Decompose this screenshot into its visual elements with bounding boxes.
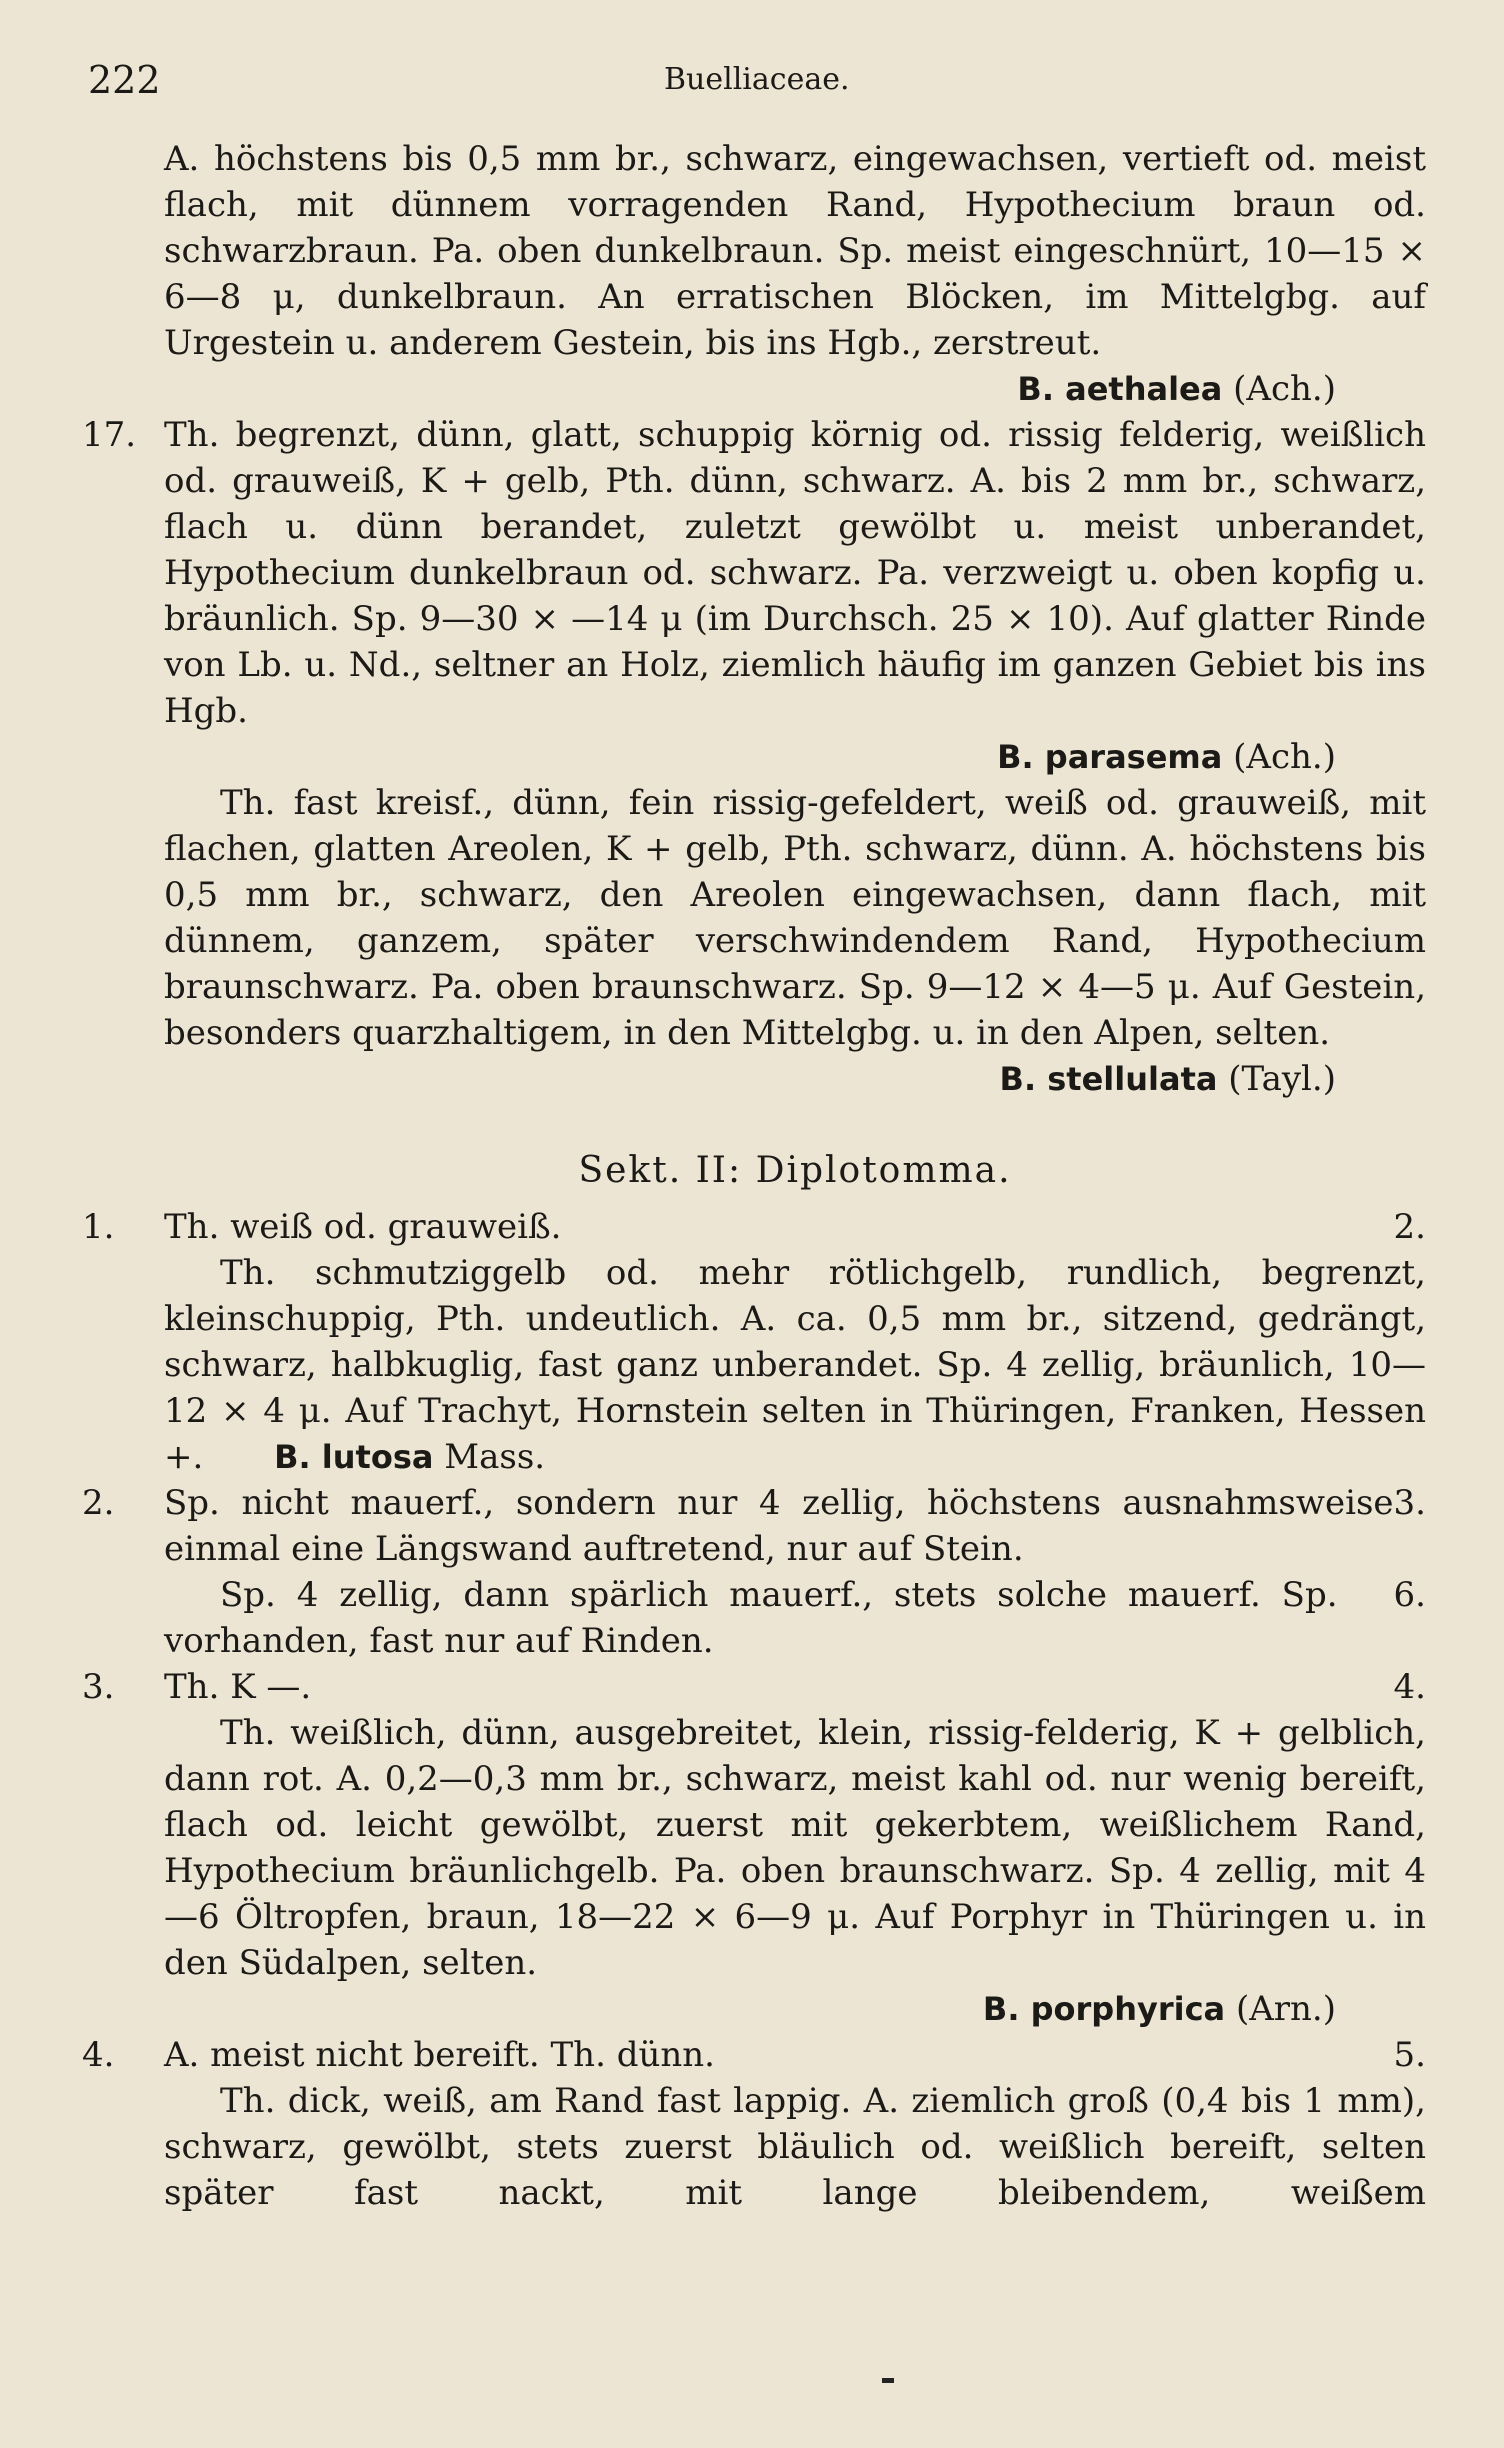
description-text [164,412,1426,734]
key-alternative [164,136,1426,366]
key-alternative [164,1250,1426,1480]
description-text [164,1250,1426,1480]
species-name-line [164,366,1426,412]
couplet-reference: 2. [1393,1207,1426,1247]
couplet-number: 4. [82,2035,115,2075]
description-text [164,780,1426,1056]
couplet-reference: 6. [1393,1575,1426,1615]
key-couplet [82,1480,1426,1572]
key-alternative [164,1710,1426,1986]
couplet-number: 3. [82,1667,115,1707]
species-name: B. stellulata [999,1060,1218,1098]
key-couplet [82,412,1426,734]
couplet-number: 1. [82,1207,115,1247]
description-text [164,1480,1426,1572]
couplet-reference: 4. [1393,1667,1426,1707]
description-text [164,1664,1426,1710]
species-name: B. porphyrica [982,1990,1226,2028]
key-alternative [164,1572,1426,1664]
key-couplet [82,1664,1426,1710]
key-alternative [164,2078,1426,2216]
page-body [82,136,1426,2216]
page-number: 222 [88,58,161,102]
species-author: (Arn.) [1235,1989,1336,2029]
description-text [164,1204,1426,1250]
couplet-reference: 5. [1393,2035,1426,2075]
species-name-line [164,734,1426,780]
text: Th. begrenzt, dünn, glatt, schuppig körnig od. rissig felderig, weißlich od. grauweiß, K + gelb, Pth. dünn, schwarz. A. bis 2 mm br., schwarz, flach u. dünn berandet, zuletzt gewölbt u. meist unberandet, Hypothecium dunkelbraun od. schwarz. Pa. verzweigt u. oben kopfig u. bräunlich. Sp. 9—30 × —14 μ (im Durchsch. 25 × 10). Auf glatter Rinde von Lb. u. Nd., seltner an Holz, ziemlich häufig im ganzen Gebiet bis ins Hgb. [164,415,1426,731]
section-heading: Sekt. II: Diplotomma. [578,1150,1012,1191]
description-text [164,136,1426,366]
couplet-reference: 3. [1393,1483,1426,1523]
text: Th. schmutziggelb od. mehr rötlichgelb, rundlich, begrenzt, kleinschuppig, Pth. undeutlich. A. ca. 0,5 mm br., sitzend, gedrängt, schwarz, halbkuglig, fast ganz unberandet. Sp. 4 zellig, bräunlich, 10—12 × 4 μ. Auf Trachyt, Hornstein selten in Thüringen, Franken, Hessen +. [164,1253,1426,1477]
description-text [164,1572,1426,1664]
page-header [0,58,1504,108]
ink-mark [882,2378,894,2383]
species-author: (Ach.) [1233,369,1336,409]
text: A. meist nicht bereift. Th. dünn. [164,2035,715,2075]
text: Th. K —. [164,1667,312,1707]
species-name: B. parasema [997,738,1223,776]
species-author: (Ach.) [1233,737,1336,777]
key-couplet [82,2032,1426,2078]
text: Th. fast kreisf., dünn, fein rissig-gefeldert, weiß od. grauweiß, mit flachen, glatten Areolen, K + gelb, Pth. schwarz, dünn. A. höchstens bis 0,5 mm br., schwarz, den Areolen eingewachsen, dann flach, mit dünnem, ganzem, später verschwindendem Rand, Hypothecium braunschwarz. Pa. oben braunschwarz. Sp. 9—12 × 4—5 μ. Auf Gestein, besonders quarzhaltigem, in den Mittelgbg. u. in den Alpen, selten. [164,783,1426,1053]
couplet-number: 2. [82,1483,115,1523]
key-alternative [164,780,1426,1056]
text: A. höchstens bis 0,5 mm br., schwarz, eingewachsen, vertieft od. meist flach, mit dünnem vorragenden Rand, Hypothecium braun od. schwarzbraun. Pa. oben dunkelbraun. Sp. meist eingeschnürt, 10—15 × 6—8 μ, dunkelbraun. An erratischen Blöcken, im Mittelgbg. auf Urgestein u. anderem Gestein, bis ins Hgb., zerstreut. [164,139,1426,363]
text: Th. weiß od. grauweiß. [164,1207,562,1247]
text: Sp. 4 zellig, dann spärlich mauerf., stets solche mauerf. Sp. vorhanden, fast nur auf Rinden. [164,1575,1338,1661]
description-text [164,2078,1426,2216]
species-name: B. lutosa [274,1438,434,1476]
key-couplet [82,1204,1426,1250]
species-author: Mass. [444,1437,546,1477]
description-text [164,1710,1426,1986]
text: Sp. nicht mauerf., sondern nur 4 zellig, höchstens ausnahmsweise einmal eine Längswand auftretend, nur auf Stein. [164,1483,1394,1569]
text: Th. dick, weiß, am Rand fast lappig. A. ziemlich groß (0,4 bis 1 mm), schwarz, gewölbt, stets zuerst bläulich od. weißlich bereift, selten später fast nackt, mit lange bleibendem, weißem [164,2081,1426,2213]
description-text [164,2032,1426,2078]
text: Th. weißlich, dünn, ausgebreitet, klein, rissig-felderig, K + gelblich, dann rot. A. 0,2—0,3 mm br., schwarz, meist kahl od. nur wenig bereift, flach od. leicht gewölbt, zuerst mit gekerbtem, weißlichem Rand, Hypothecium bräunlichgelb. Pa. oben braunschwarz. Sp. 4 zellig, mit 4—6 Öltropfen, braun, 18—22 × 6—9 μ. Auf Porphyr in Thüringen u. in den Südalpen, selten. [164,1713,1426,1983]
species-author: (Tayl.) [1228,1059,1336,1099]
species-name: B. aethalea [1017,370,1223,408]
species-name-line [164,1056,1426,1102]
couplet-number: 17. [82,415,137,455]
species-name-line [164,1986,1426,2032]
running-head: Buelliaceae. [664,62,850,97]
